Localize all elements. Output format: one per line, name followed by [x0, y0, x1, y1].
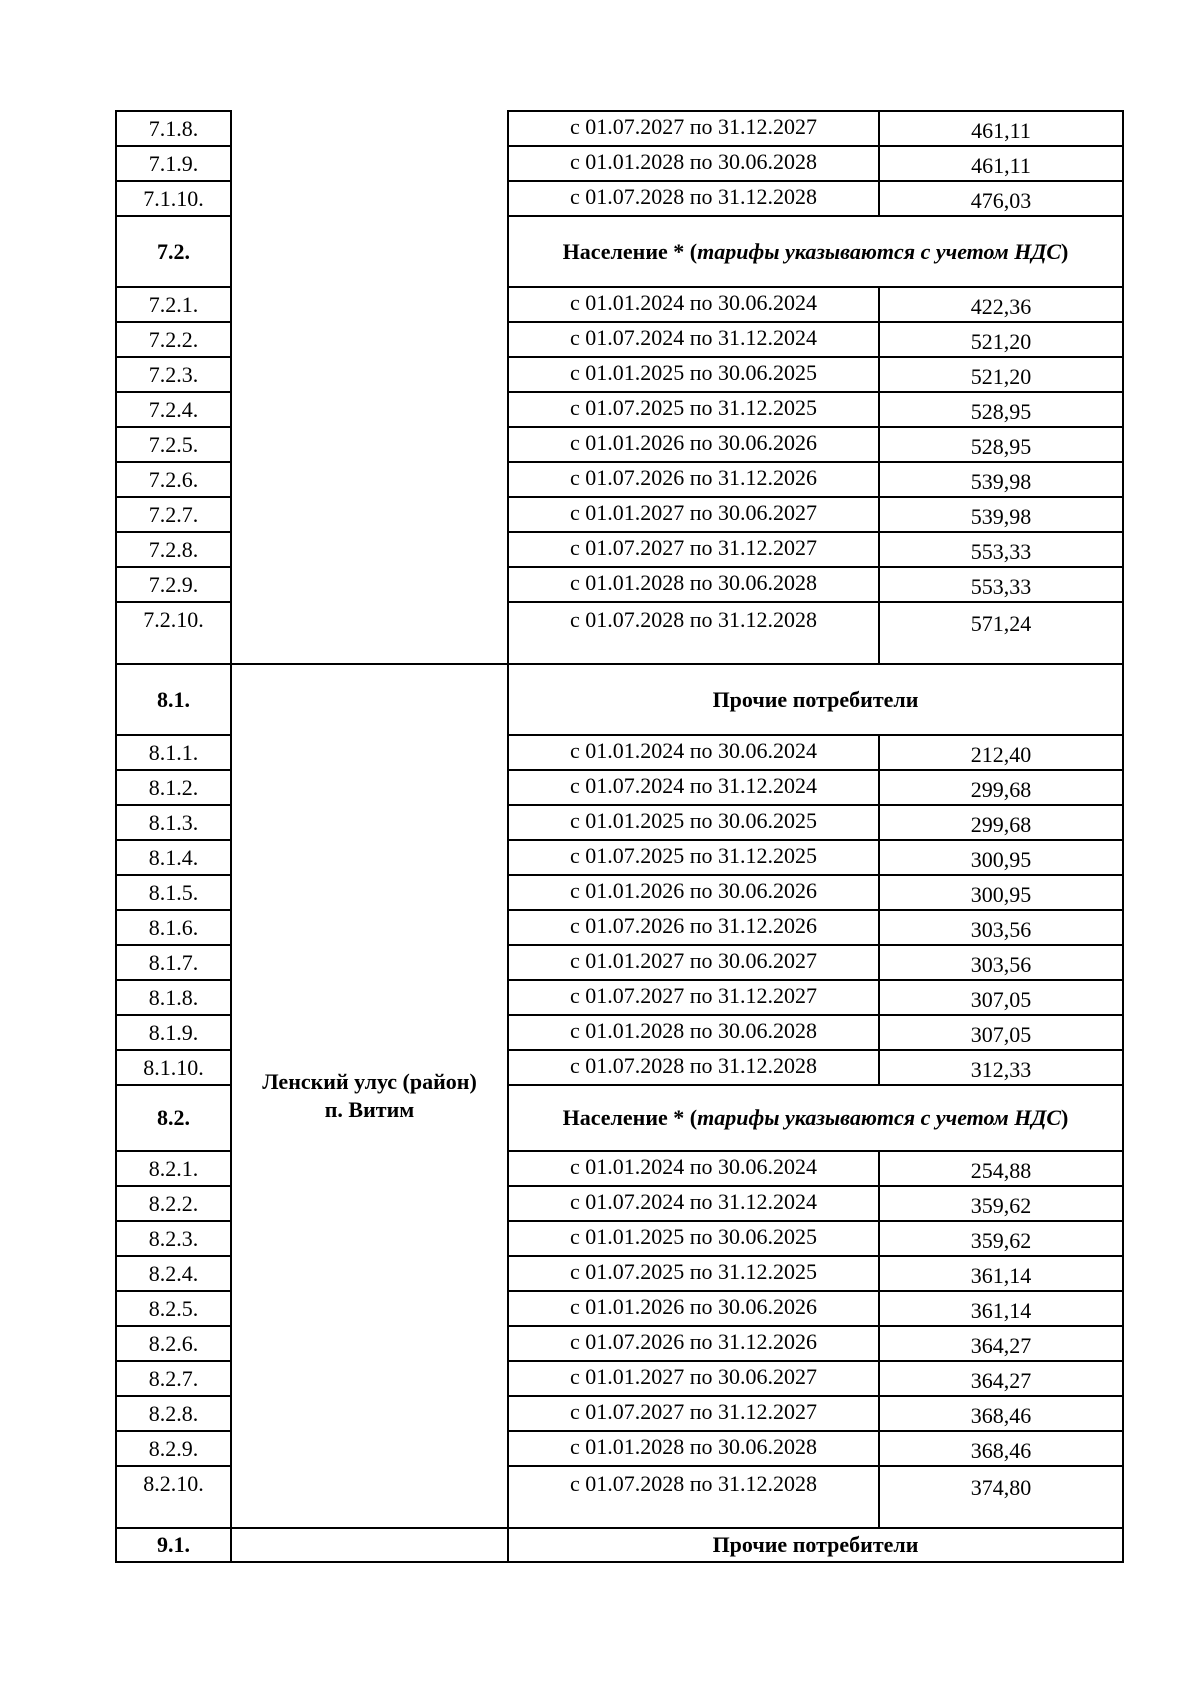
blank-cell	[231, 146, 508, 181]
blank-cell	[231, 357, 508, 392]
period-cell: с 01.01.2027 по 30.06.2027	[508, 1361, 879, 1396]
tariff-row	[116, 287, 1123, 322]
tariff-value: 303,56	[879, 910, 1123, 945]
tariff-value: 300,95	[879, 840, 1123, 875]
tariff-row	[116, 497, 1123, 532]
tariff-value: 299,68	[879, 805, 1123, 840]
row-number: 8.2.1.	[116, 1151, 231, 1186]
row-number: 8.1.8.	[116, 980, 231, 1015]
row-number: 8.1.5.	[116, 875, 231, 910]
group-title: Прочие потребители	[508, 1528, 1123, 1562]
tariff-row	[116, 111, 1123, 146]
tariff-row	[116, 392, 1123, 427]
period-cell: с 01.01.2025 по 30.06.2025	[508, 357, 879, 392]
period-cell: с 01.01.2024 по 30.06.2024	[508, 1151, 879, 1186]
tariff-value: 364,27	[879, 1326, 1123, 1361]
tariff-value: 312,33	[879, 1050, 1123, 1085]
period-cell: с 01.07.2027 по 31.12.2027	[508, 980, 879, 1015]
tariff-row	[116, 462, 1123, 497]
tariff-value: 307,05	[879, 980, 1123, 1015]
period-cell: с 01.01.2025 по 30.06.2025	[508, 1221, 879, 1256]
tariff-table	[115, 110, 1124, 1563]
tariff-value: 553,33	[879, 567, 1123, 602]
row-number: 7.2.6.	[116, 462, 231, 497]
group-number: 8.1.	[116, 664, 231, 735]
row-number: 8.1.6.	[116, 910, 231, 945]
group-header-row	[116, 216, 1123, 287]
tariff-value: 422,36	[879, 287, 1123, 322]
row-number: 8.2.3.	[116, 1221, 231, 1256]
period-cell: с 01.07.2025 по 31.12.2025	[508, 840, 879, 875]
period-cell: с 01.07.2025 по 31.12.2025	[508, 392, 879, 427]
tariff-row	[116, 427, 1123, 462]
period-cell: с 01.07.2028 по 31.12.2028	[508, 1050, 879, 1085]
period-cell: с 01.07.2028 по 31.12.2028	[508, 181, 879, 216]
group-title	[508, 216, 1123, 287]
period-cell: с 01.01.2025 по 30.06.2025	[508, 805, 879, 840]
tariff-value: 476,03	[879, 181, 1123, 216]
tariff-value: 307,05	[879, 1015, 1123, 1050]
tariff-value: 359,62	[879, 1221, 1123, 1256]
blank-cell	[231, 287, 508, 322]
period-cell: с 01.07.2026 по 31.12.2026	[508, 462, 879, 497]
tariff-value: 461,11	[879, 146, 1123, 181]
tariff-value: 361,14	[879, 1291, 1123, 1326]
period-cell: с 01.01.2027 по 30.06.2027	[508, 497, 879, 532]
tariff-row	[116, 357, 1123, 392]
tariff-value: 553,33	[879, 532, 1123, 567]
blank-cell	[231, 111, 508, 146]
tariff-value: 374,80	[879, 1466, 1123, 1528]
tariff-value: 461,11	[879, 111, 1123, 146]
row-number: 7.2.2.	[116, 322, 231, 357]
row-number: 8.1.4.	[116, 840, 231, 875]
row-number: 8.1.7.	[116, 945, 231, 980]
row-number: 8.2.2.	[116, 1186, 231, 1221]
blank-cell	[231, 567, 508, 602]
tariff-row	[116, 532, 1123, 567]
title-italic-part: тарифы указываются с учетом НДС	[697, 1105, 1062, 1130]
tariff-value: 528,95	[879, 427, 1123, 462]
row-number: 7.2.4.	[116, 392, 231, 427]
tariff-row	[116, 602, 1123, 664]
tariff-value: 364,27	[879, 1361, 1123, 1396]
tariff-value: 303,56	[879, 945, 1123, 980]
group-title: Прочие потребители	[508, 664, 1123, 735]
row-number: 8.2.4.	[116, 1256, 231, 1291]
region-cell	[231, 664, 508, 1528]
blank-cell	[231, 181, 508, 216]
tariff-value: 212,40	[879, 735, 1123, 770]
tariff-value: 521,20	[879, 322, 1123, 357]
period-cell: с 01.07.2028 по 31.12.2028	[508, 1466, 879, 1528]
title-bold-part: Население * (	[562, 238, 698, 264]
period-cell: с 01.01.2026 по 30.06.2026	[508, 427, 879, 462]
group-header-row	[116, 664, 1123, 735]
row-number: 7.1.8.	[116, 111, 231, 146]
period-cell: с 01.07.2024 по 31.12.2024	[508, 1186, 879, 1221]
tariff-row	[116, 322, 1123, 357]
row-number: 8.1.1.	[116, 735, 231, 770]
period-cell: с 01.07.2026 по 31.12.2026	[508, 910, 879, 945]
row-number: 8.2.10.	[116, 1466, 231, 1528]
tariff-value: 521,20	[879, 357, 1123, 392]
blank-cell	[231, 322, 508, 357]
period-cell: с 01.07.2026 по 31.12.2026	[508, 1326, 879, 1361]
blank-cell	[231, 602, 508, 664]
group-title	[508, 1085, 1123, 1151]
tariff-value: 528,95	[879, 392, 1123, 427]
row-number: 7.2.3.	[116, 357, 231, 392]
row-number: 7.1.10.	[116, 181, 231, 216]
period-cell: с 01.01.2026 по 30.06.2026	[508, 1291, 879, 1326]
period-cell: с 01.07.2028 по 31.12.2028	[508, 602, 879, 664]
period-cell: с 01.01.2028 по 30.06.2028	[508, 1015, 879, 1050]
tariff-row	[116, 181, 1123, 216]
group-header-row	[116, 1528, 1123, 1562]
period-cell: с 01.01.2028 по 30.06.2028	[508, 1431, 879, 1466]
tariff-value: 539,98	[879, 462, 1123, 497]
tariff-value: 300,95	[879, 875, 1123, 910]
blank-cell	[231, 1528, 508, 1562]
period-cell: с 01.07.2027 по 31.12.2027	[508, 111, 879, 146]
title-bold-part: Население * (	[562, 1105, 698, 1130]
period-cell: с 01.07.2024 по 31.12.2024	[508, 770, 879, 805]
period-cell: с 01.01.2028 по 30.06.2028	[508, 146, 879, 181]
row-number: 8.2.7.	[116, 1361, 231, 1396]
row-number: 8.2.8.	[116, 1396, 231, 1431]
tariff-table-body	[116, 111, 1123, 1562]
blank-cell	[231, 427, 508, 462]
tariff-table-page	[115, 110, 1122, 1563]
tariff-value: 361,14	[879, 1256, 1123, 1291]
row-number: 7.2.10.	[116, 602, 231, 664]
row-number: 8.1.2.	[116, 770, 231, 805]
tariff-value: 368,46	[879, 1431, 1123, 1466]
settlement-name: п. Витим	[324, 1097, 415, 1122]
period-cell: с 01.07.2027 по 31.12.2027	[508, 532, 879, 567]
row-number: 8.2.9.	[116, 1431, 231, 1466]
period-cell: с 01.01.2024 по 30.06.2024	[508, 735, 879, 770]
row-number: 7.2.8.	[116, 532, 231, 567]
group-number: 7.2.	[116, 216, 231, 287]
title-end-part: )	[1061, 1105, 1069, 1130]
row-number: 7.2.9.	[116, 567, 231, 602]
tariff-value: 368,46	[879, 1396, 1123, 1431]
blank-cell	[231, 497, 508, 532]
blank-cell	[231, 392, 508, 427]
row-number: 7.2.1.	[116, 287, 231, 322]
period-cell: с 01.01.2027 по 30.06.2027	[508, 945, 879, 980]
period-cell: с 01.07.2027 по 31.12.2027	[508, 1396, 879, 1431]
tariff-value: 539,98	[879, 497, 1123, 532]
region-name: Ленский улус (район)	[262, 1069, 477, 1094]
tariff-value: 571,24	[879, 602, 1123, 664]
blank-cell	[231, 462, 508, 497]
row-number: 7.2.5.	[116, 427, 231, 462]
tariff-row	[116, 146, 1123, 181]
row-number: 8.1.10.	[116, 1050, 231, 1085]
row-number: 7.2.7.	[116, 497, 231, 532]
row-number: 8.2.6.	[116, 1326, 231, 1361]
title-end-part: )	[1061, 238, 1069, 264]
row-number: 8.1.3.	[116, 805, 231, 840]
period-cell: с 01.01.2028 по 30.06.2028	[508, 567, 879, 602]
group-number: 8.2.	[116, 1085, 231, 1151]
row-number: 8.1.9.	[116, 1015, 231, 1050]
period-cell: с 01.07.2024 по 31.12.2024	[508, 322, 879, 357]
tariff-value: 299,68	[879, 770, 1123, 805]
row-number: 8.2.5.	[116, 1291, 231, 1326]
blank-cell	[231, 532, 508, 567]
tariff-value: 254,88	[879, 1151, 1123, 1186]
tariff-value: 359,62	[879, 1186, 1123, 1221]
title-italic-part: тарифы указываются с учетом НДС	[697, 238, 1062, 264]
group-number: 9.1.	[116, 1528, 231, 1562]
period-cell: с 01.01.2024 по 30.06.2024	[508, 287, 879, 322]
period-cell: с 01.07.2025 по 31.12.2025	[508, 1256, 879, 1291]
tariff-row	[116, 567, 1123, 602]
period-cell: с 01.01.2026 по 30.06.2026	[508, 875, 879, 910]
blank-cell	[231, 216, 508, 287]
row-number: 7.1.9.	[116, 146, 231, 181]
